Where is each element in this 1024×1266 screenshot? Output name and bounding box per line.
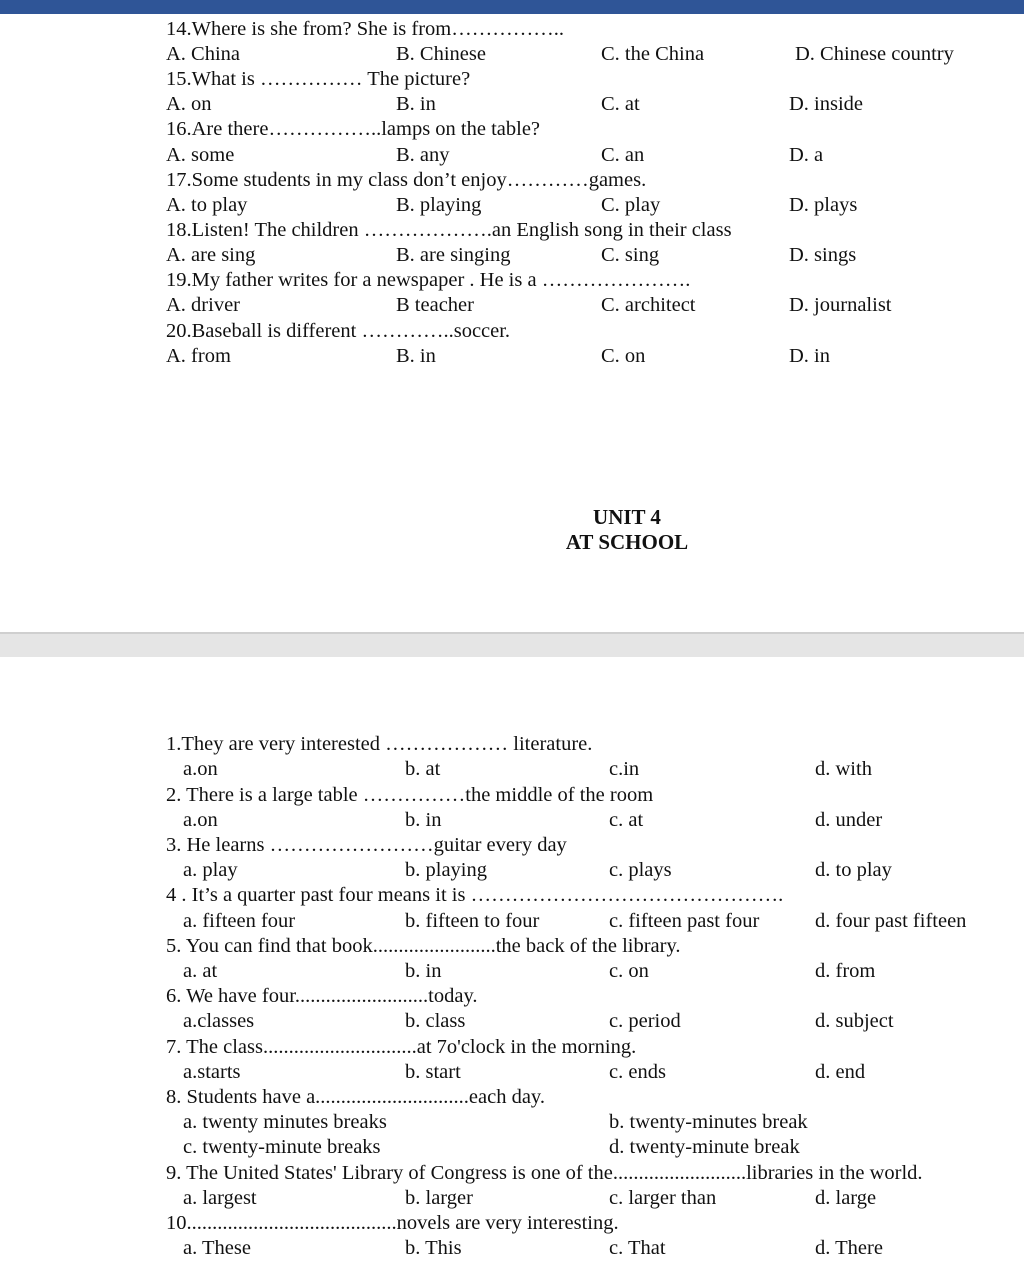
question-stem: 8. Students have a..............................each day.	[166, 1086, 545, 1108]
document-page-1	[0, 14, 1024, 632]
answer-option: a. largest	[183, 1187, 257, 1209]
question-stem: 14.Where is she from? She is from……………..	[166, 18, 564, 40]
answer-option: b. in	[405, 809, 442, 831]
document-page-2	[0, 657, 1024, 1266]
question-stem: 3. He learns ……………………guitar every day	[166, 834, 567, 856]
answer-option: B. Chinese	[396, 43, 486, 65]
top-toolbar-strip	[0, 0, 1024, 14]
answer-option: d. subject	[815, 1010, 894, 1032]
answer-option: a.on	[183, 809, 218, 831]
answer-option: b. twenty-minutes break	[609, 1111, 808, 1133]
answer-option: D. Chinese country	[795, 43, 954, 65]
answer-option: b. fifteen to four	[405, 910, 540, 932]
question-stem: 6. We have four..........................today.	[166, 985, 478, 1007]
answer-option: b. larger	[405, 1187, 473, 1209]
answer-option: B. in	[396, 345, 436, 367]
answer-option: A. from	[166, 345, 231, 367]
answer-option: C. an	[601, 144, 645, 166]
question-stem: 5. You can find that book........................the back of the library.	[166, 935, 681, 957]
answer-option: c. period	[609, 1010, 681, 1032]
answer-option: d. with	[815, 758, 872, 780]
answer-option: a. These	[183, 1237, 251, 1259]
answer-option: b. This	[405, 1237, 462, 1259]
question-stem: 18.Listen! The children ……………….an English song in their class	[166, 219, 732, 241]
answer-option: d. twenty-minute break	[609, 1136, 800, 1158]
question-stem: 17.Some students in my class don’t enjoy…………games.	[166, 169, 647, 191]
answer-option: C. sing	[601, 244, 660, 266]
answer-option: a.on	[183, 758, 218, 780]
answer-option: c.in	[609, 758, 640, 780]
answer-option: C. architect	[601, 294, 696, 316]
answer-option: b. at	[405, 758, 441, 780]
answer-option: D. a	[789, 144, 824, 166]
unit-title-heading: AT SCHOOL	[565, 530, 689, 554]
question-stem: 19.My father writes for a newspaper . He is a ………………….	[166, 269, 691, 291]
answer-option: d. to play	[815, 859, 892, 881]
answer-option: d. from	[815, 960, 876, 982]
answer-option: c. That	[609, 1237, 666, 1259]
answer-option: d. There	[815, 1237, 883, 1259]
answer-option: c. larger than	[609, 1187, 717, 1209]
answer-option: c. at	[609, 809, 644, 831]
answer-option: d. end	[815, 1061, 866, 1083]
page-break	[0, 632, 1024, 659]
answer-option: D. plays	[789, 194, 858, 216]
unit-number-heading: UNIT 4	[593, 505, 661, 529]
answer-option: B. any	[396, 144, 450, 166]
question-stem: 20.Baseball is different …………..soccer.	[166, 320, 511, 342]
answer-option: B. playing	[396, 194, 482, 216]
answer-option: c. twenty-minute breaks	[183, 1136, 381, 1158]
answer-option: D. sings	[789, 244, 857, 266]
answer-option: a.starts	[183, 1061, 241, 1083]
answer-option: c. on	[609, 960, 649, 982]
answer-option: B teacher	[396, 294, 474, 316]
answer-option: a. twenty minutes breaks	[183, 1111, 387, 1133]
answer-option: C. play	[601, 194, 661, 216]
answer-option: c. fifteen past four	[609, 910, 760, 932]
answer-option: D. in	[789, 345, 830, 367]
answer-option: A. on	[166, 93, 212, 115]
answer-option: C. at	[601, 93, 640, 115]
answer-option: d. under	[815, 809, 883, 831]
answer-option: a. play	[183, 859, 238, 881]
question-stem: 10.........................................novels are very interesting.	[166, 1212, 619, 1234]
question-stem: 2. There is a large table ……………the middle of the room	[166, 784, 654, 806]
answer-option: d. large	[815, 1187, 877, 1209]
answer-option: B. are singing	[396, 244, 511, 266]
answer-option: b. playing	[405, 859, 487, 881]
question-stem: 7. The class..............................at 7o'clock in the morning.	[166, 1036, 637, 1058]
answer-option: a. at	[183, 960, 218, 982]
answer-option: b. class	[405, 1010, 466, 1032]
answer-option: A. China	[166, 43, 241, 65]
answer-option: A. are sing	[166, 244, 256, 266]
question-stem: 9. The United States' Library of Congress is one of the..........................libraries in the world.	[166, 1162, 923, 1184]
answer-option: A. some	[166, 144, 235, 166]
answer-option: D. inside	[789, 93, 864, 115]
answer-option: d. four past fifteen	[815, 910, 967, 932]
question-stem: 16.Are there……………..lamps on the table?	[166, 118, 541, 140]
answer-option: c. ends	[609, 1061, 666, 1083]
answer-option: a.classes	[183, 1010, 255, 1032]
answer-option: B. in	[396, 93, 436, 115]
answer-option: C. on	[601, 345, 646, 367]
answer-option: C. the China	[601, 43, 705, 65]
answer-option: D. journalist	[789, 294, 892, 316]
answer-option: A. to play	[166, 194, 248, 216]
answer-option: b. in	[405, 960, 442, 982]
answer-option: a. fifteen four	[183, 910, 296, 932]
answer-option: b. start	[405, 1061, 461, 1083]
question-stem: 1.They are very interested ……………… literature.	[166, 733, 593, 755]
question-stem: 15.What is …………… The picture?	[166, 68, 471, 90]
question-stem: 4 . It’s a quarter past four means it is ……………………………………….	[166, 884, 784, 906]
answer-option: A. driver	[166, 294, 241, 316]
answer-option: c. plays	[609, 859, 672, 881]
